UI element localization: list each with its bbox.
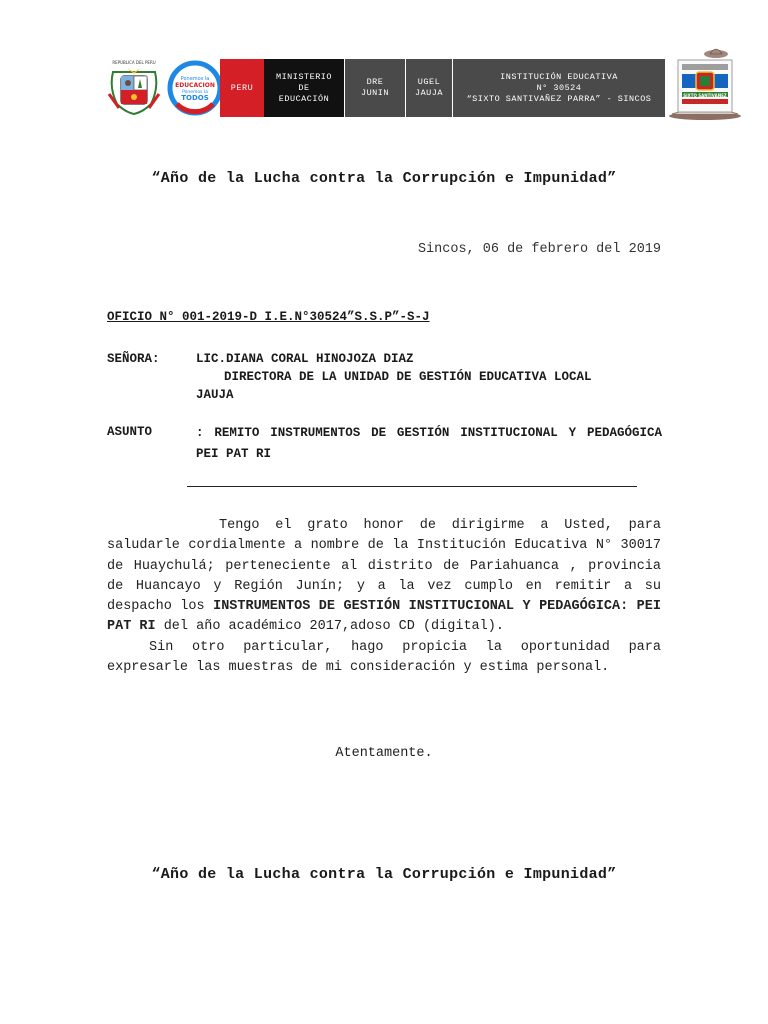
education-campaign-logo-icon bbox=[167, 58, 223, 118]
dre-label: DRE JUNIN bbox=[345, 59, 405, 117]
letter-date: Sincos, 06 de febrero del 2019 bbox=[417, 242, 661, 257]
peru-label: PERU bbox=[220, 59, 264, 117]
letterhead bbox=[105, 58, 665, 118]
institution-label: INSTITUCIÓN EDUCATIVA N° 30524 “SIXTO SANTIVAÑEZ PARRA” - SINCOS bbox=[453, 59, 665, 117]
ministry-label: MINISTERIO DE EDUCACIÓN bbox=[264, 59, 344, 117]
closing-text: Atentamente. bbox=[335, 746, 433, 761]
year-motto-bottom: “Año de la Lucha contra la Corrupción e Impunidad” bbox=[151, 866, 617, 883]
svg-text:EDUCACION: EDUCACION bbox=[175, 82, 215, 89]
svg-text:Ponemos la: Ponemos la bbox=[182, 90, 208, 95]
separator-line bbox=[187, 486, 637, 487]
body-paragraph-2: Sin otro particular, hago propicia la oportunidad para expresarle las muestras de mi consideración y estima personal. bbox=[107, 639, 661, 676]
recipient-name: LIC.DIANA CORAL HINOJOZA DIAZ bbox=[196, 352, 414, 366]
recipient-position-cont: JAUJA bbox=[196, 388, 234, 402]
subject-label: ASUNTO bbox=[107, 425, 153, 439]
recipient-label: SEÑORA: bbox=[107, 352, 160, 366]
ugel-label: UGEL JAUJA bbox=[406, 59, 452, 117]
peru-coat-of-arms-icon bbox=[105, 58, 163, 118]
year-motto-top: “Año de la Lucha contra la Corrupción e Impunidad” bbox=[151, 170, 617, 187]
svg-text:REPUBLICA DEL PERU: REPUBLICA DEL PERU bbox=[112, 60, 156, 65]
svg-text:SIXTO SANTIVAÑEZ: SIXTO SANTIVAÑEZ bbox=[683, 93, 727, 98]
body-paragraph-1: Tengo el grato honor de dirigirme a Usted, para saludarle cordialmente a nombre de la Institución Educativa N° 30017 de Huaychulá; perteneciente al distrito de Pariahuanca , provincia de Huancayo y Región Junín; y a la vez cumplo en remitir a su despacho los INSTRUMENTOS DE GESTIÓN INSTITUCIONAL Y PEDAGÓGICA: PEI PAT RI del año académico 2017,adoso CD (digital). bbox=[107, 518, 661, 635]
school-emblem-icon bbox=[666, 44, 744, 122]
svg-text:TODOS: TODOS bbox=[181, 94, 209, 102]
letter-body bbox=[107, 516, 661, 678]
recipient-position: DIRECTORA DE LA UNIDAD DE GESTIÓN EDUCATIVA LOCAL bbox=[224, 370, 592, 384]
svg-text:Ponemos la: Ponemos la bbox=[180, 76, 210, 82]
subject-text: : REMITO INSTRUMENTOS DE GESTIÓN INSTITUCIONAL Y PEDAGÓGICA PEI PAT RI bbox=[196, 426, 662, 461]
oficio-number: OFICIO N° 001-2019-D I.E.N°30524”S.S.P”-S-J bbox=[107, 310, 430, 324]
